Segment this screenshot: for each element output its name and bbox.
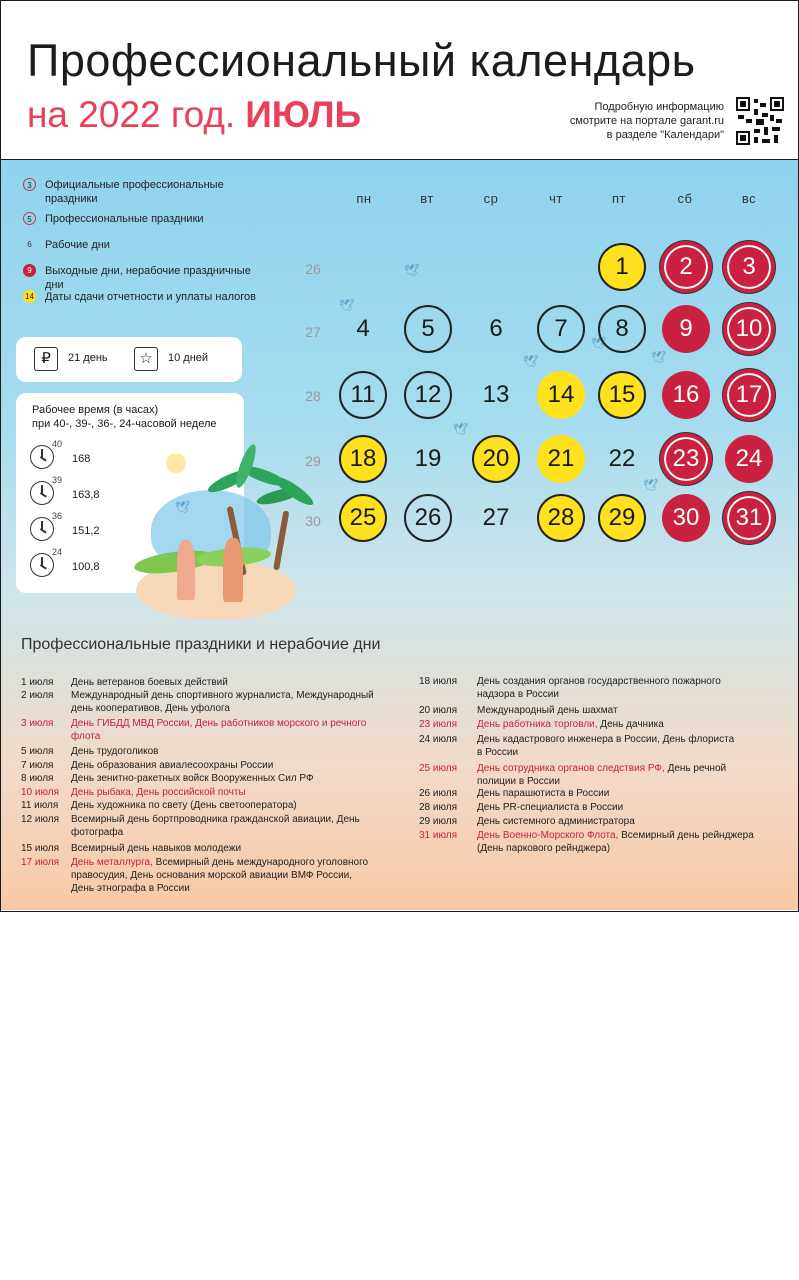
holiday-text-line: Всемирный день рейнджера: [618, 830, 754, 841]
qr-code-icon[interactable]: [736, 97, 784, 145]
hours-value: 163,8: [72, 489, 100, 501]
holiday-text-line: надзора в России: [477, 689, 559, 700]
weekday-header: вс: [741, 191, 757, 206]
surfer-illustration: [223, 538, 243, 602]
week-hours-label: 36: [52, 511, 63, 521]
holiday-text: [477, 718, 664, 731]
legend-text: Профессиональные праздники: [45, 213, 204, 225]
seagull-icon: 🕊: [651, 350, 667, 364]
day-cell[interactable]: 12: [404, 371, 452, 419]
week-number: 27: [305, 324, 321, 340]
holiday-text: День художника по свету (День светооператора): [71, 800, 297, 811]
day-cell[interactable]: 19: [414, 445, 442, 472]
holiday-text-line: в России: [477, 747, 519, 758]
holiday-text: [71, 689, 374, 715]
holiday-text: День PR-специалиста в России: [477, 802, 624, 813]
clock-icon: [30, 517, 54, 541]
seagull-icon: 🕊: [175, 500, 191, 514]
holiday-text: День зенитно-ракетных войск Вооруженных Сил РФ: [71, 773, 314, 784]
holiday-date: 24 июля: [419, 734, 458, 745]
legend-item: [23, 264, 265, 291]
day-cell[interactable]: 4: [356, 315, 370, 342]
clock-icon: [30, 445, 54, 469]
holiday-date: 7 июля: [21, 760, 54, 771]
holiday-date: 5 июля: [21, 746, 54, 757]
holiday-text: День образования авиалесоохраны России: [71, 760, 274, 771]
holiday-date: 29 июля: [419, 816, 458, 827]
seagull-icon: 🕊: [453, 422, 469, 436]
legend-badge: 6: [27, 240, 32, 249]
day-cell[interactable]: 14: [537, 371, 585, 419]
holiday-text-line: День дачника: [597, 719, 664, 730]
holiday-text-line: Всемирный день бортпроводника гражданской авиации, День: [71, 814, 360, 825]
holiday-text-red: День металлурга,: [71, 857, 153, 868]
day-cell[interactable]: 15: [598, 371, 646, 419]
day-cell[interactable]: 13: [482, 381, 510, 408]
day-cell[interactable]: 5: [404, 305, 452, 353]
day-cell[interactable]: 1: [598, 243, 646, 291]
work-days-card: [16, 337, 242, 382]
holiday-date: 28 июля: [419, 802, 458, 813]
holiday-text: [477, 762, 726, 788]
holiday-date: 26 июля: [419, 788, 458, 799]
sun-illustration: [166, 453, 186, 473]
day-cell[interactable]: 17: [725, 371, 773, 419]
hours-value: 151,2: [72, 525, 100, 537]
day-cell[interactable]: 8: [598, 305, 646, 353]
day-cell[interactable]: 2: [662, 243, 710, 291]
legend-item: [23, 178, 265, 206]
holiday-text: [71, 717, 366, 743]
holiday-row: [21, 856, 401, 896]
legend-text: Выходные дни, нерабочие праздничные дни: [45, 265, 251, 291]
legend-badge: 3: [23, 178, 36, 191]
week-hours-label: 24: [52, 547, 63, 557]
ruble-calendar-icon: ₽: [34, 347, 58, 371]
legend-item: [23, 238, 265, 258]
legend-text: Даты сдачи отчетности и уплаты налогов: [45, 291, 256, 303]
seagull-icon: 🕊: [591, 336, 607, 350]
weekday-header: сб: [677, 191, 693, 206]
holiday-text-red: День сотрудника органов следствия РФ,: [477, 763, 665, 774]
holiday-date: 20 июля: [419, 705, 458, 716]
calendar-body: [1, 160, 798, 910]
day-cell[interactable]: 30: [662, 494, 710, 542]
day-cell[interactable]: 26: [404, 494, 452, 542]
holiday-text: День ветеранов боевых действий: [71, 677, 228, 688]
clock-icon: [30, 553, 54, 577]
holiday-row: [21, 717, 401, 743]
work-time-title-line: при 40-, 39-, 36-, 24-часовой неделе: [32, 418, 217, 430]
hours-value: 168: [72, 453, 91, 465]
holiday-text-red: День Военно-Морского Флота,: [477, 830, 619, 841]
holiday-text: [477, 829, 754, 855]
page-title: Профессиональный календарь: [27, 35, 696, 86]
holiday-row: [419, 733, 794, 759]
header: [1, 1, 798, 160]
holiday-date: 25 июля: [419, 763, 458, 774]
seagull-icon: 🕊: [643, 478, 659, 492]
hours-value: 100,8: [72, 561, 100, 573]
holiday-row: [21, 813, 401, 839]
week-hours-label: 40: [52, 439, 63, 449]
info-text: [561, 100, 724, 142]
holiday-date: 18 июля: [419, 676, 458, 687]
day-cell[interactable]: 16: [662, 371, 710, 419]
holiday-text: [71, 856, 368, 895]
day-cell[interactable]: 18: [339, 435, 387, 483]
day-cell[interactable]: 28: [537, 494, 585, 542]
day-cell[interactable]: 22: [608, 445, 636, 472]
holiday-text-line: День речной: [664, 763, 727, 774]
surfer-illustration: [177, 540, 195, 600]
holiday-text-line: флота: [71, 731, 101, 742]
holiday-date: 10 июля: [21, 787, 60, 798]
week-number: 30: [305, 513, 321, 529]
day-cell[interactable]: 27: [482, 504, 510, 531]
holiday-date: 17 июля: [21, 857, 60, 868]
weekday-header: вт: [420, 191, 434, 206]
holiday-row: [419, 762, 794, 788]
holiday-text: День системного администратора: [477, 816, 635, 827]
work-time-title: [32, 403, 242, 431]
holiday-text-line: фотографа: [71, 827, 124, 838]
weekday-header: чт: [549, 191, 563, 206]
holiday-text-line: День кадастрового инженера в России, День флориста: [477, 734, 735, 745]
legend-item: [23, 290, 265, 310]
holiday-text-line: День создания органов государственного пожарного: [477, 676, 721, 687]
holiday-date: 8 июля: [21, 773, 54, 784]
day-cell[interactable]: 20: [472, 435, 520, 483]
day-cell[interactable]: 31: [725, 494, 773, 542]
day-cell[interactable]: 24: [725, 435, 773, 483]
holiday-text-red: День работника торговли,: [477, 719, 598, 730]
week-number: 28: [305, 388, 321, 404]
weekday-header: пт: [612, 191, 626, 206]
palm-tree-illustration: [273, 510, 289, 570]
day-cell[interactable]: 10: [725, 305, 773, 353]
holiday-text: День трудоголиков: [71, 746, 159, 757]
holiday-text: Международный день шахмат: [477, 705, 618, 716]
star-calendar-icon: ☆: [134, 347, 158, 371]
holiday-text-line: (День паркового рейнджера): [477, 843, 611, 854]
holiday-text: [477, 733, 734, 759]
day-cell[interactable]: 29: [598, 494, 646, 542]
week-number: 29: [305, 453, 321, 469]
clock-icon: [30, 481, 54, 505]
holiday-row: [419, 675, 794, 701]
legend-text: Рабочие дни: [45, 239, 110, 251]
holiday-text-line: Международный день спортивного журналиста, Международный: [71, 690, 374, 701]
seagull-icon: 🕊: [523, 354, 539, 368]
day-cell[interactable]: 6: [489, 315, 503, 342]
holiday-date: 23 июля: [419, 719, 458, 730]
holiday-text: День рыбака, День российской почты: [71, 787, 246, 798]
day-cell[interactable]: 25: [339, 494, 387, 542]
holiday-text: [71, 813, 360, 839]
subtitle-month: ИЮЛЬ: [245, 94, 362, 135]
page-subtitle: [27, 94, 361, 136]
days-off-count: 10 дней: [168, 352, 209, 364]
seagull-icon: 🕊: [404, 263, 420, 277]
holiday-date: 1 июля: [21, 677, 54, 688]
holiday-row: [419, 829, 794, 855]
weekday-header: ср: [483, 191, 499, 206]
legend: [23, 178, 265, 316]
holiday-text-line: День этнографа в России: [71, 883, 190, 894]
holiday-text-line: правосудия, День основания морской авиации ВМФ России,: [71, 870, 353, 881]
holiday-text-line: полиции в России: [477, 776, 560, 787]
week-hours-label: 39: [52, 475, 63, 485]
day-cell[interactable]: 7: [537, 305, 585, 353]
holidays-title: Профессиональные праздники и нерабочие дни: [21, 636, 381, 653]
holiday-text: День парашютиста в России: [477, 788, 610, 799]
holiday-text: [477, 675, 721, 701]
day-cell[interactable]: 9: [662, 305, 710, 353]
week-number: 26: [305, 261, 321, 277]
legend-badge: 9: [23, 264, 36, 277]
legend-text: Официальные профессиональные праздники: [45, 179, 224, 205]
holiday-date: 11 июля: [21, 800, 59, 811]
day-cell[interactable]: 11: [339, 371, 387, 419]
work-time-title-line: Рабочее время (в часах): [32, 404, 159, 416]
holiday-date: 15 июля: [21, 843, 60, 854]
holiday-text-line: день кооперативов, День уфолога: [71, 703, 230, 714]
holiday-text: Всемирный день навыков молодежи: [71, 843, 242, 854]
day-cell[interactable]: 21: [537, 435, 585, 483]
holiday-date: 3 июля: [21, 718, 54, 729]
info-line: в разделе "Календари": [606, 129, 724, 141]
holiday-text-line: Всемирный день международного уголовного: [152, 857, 369, 868]
day-cell[interactable]: 3: [725, 243, 773, 291]
day-cell[interactable]: 23: [662, 435, 710, 483]
legend-badge: 5: [23, 212, 36, 225]
legend-badge: 14: [23, 290, 36, 303]
holiday-date: 31 июля: [419, 830, 458, 841]
seagull-icon: 🕊: [339, 298, 355, 312]
holiday-date: 2 июля: [21, 690, 54, 701]
holiday-text-line: День ГИБДД МВД России, День работников морского и речного: [71, 718, 367, 729]
subtitle-year: на 2022 год.: [27, 94, 236, 135]
weekday-header: пн: [356, 191, 372, 206]
legend-item: [23, 212, 265, 232]
holiday-date: 12 июля: [21, 814, 60, 825]
info-line: смотрите на портале garant.ru: [569, 115, 724, 127]
info-line: Подробную информацию: [594, 101, 724, 113]
work-days-count: 21 день: [68, 352, 108, 364]
holiday-row: [21, 689, 401, 715]
